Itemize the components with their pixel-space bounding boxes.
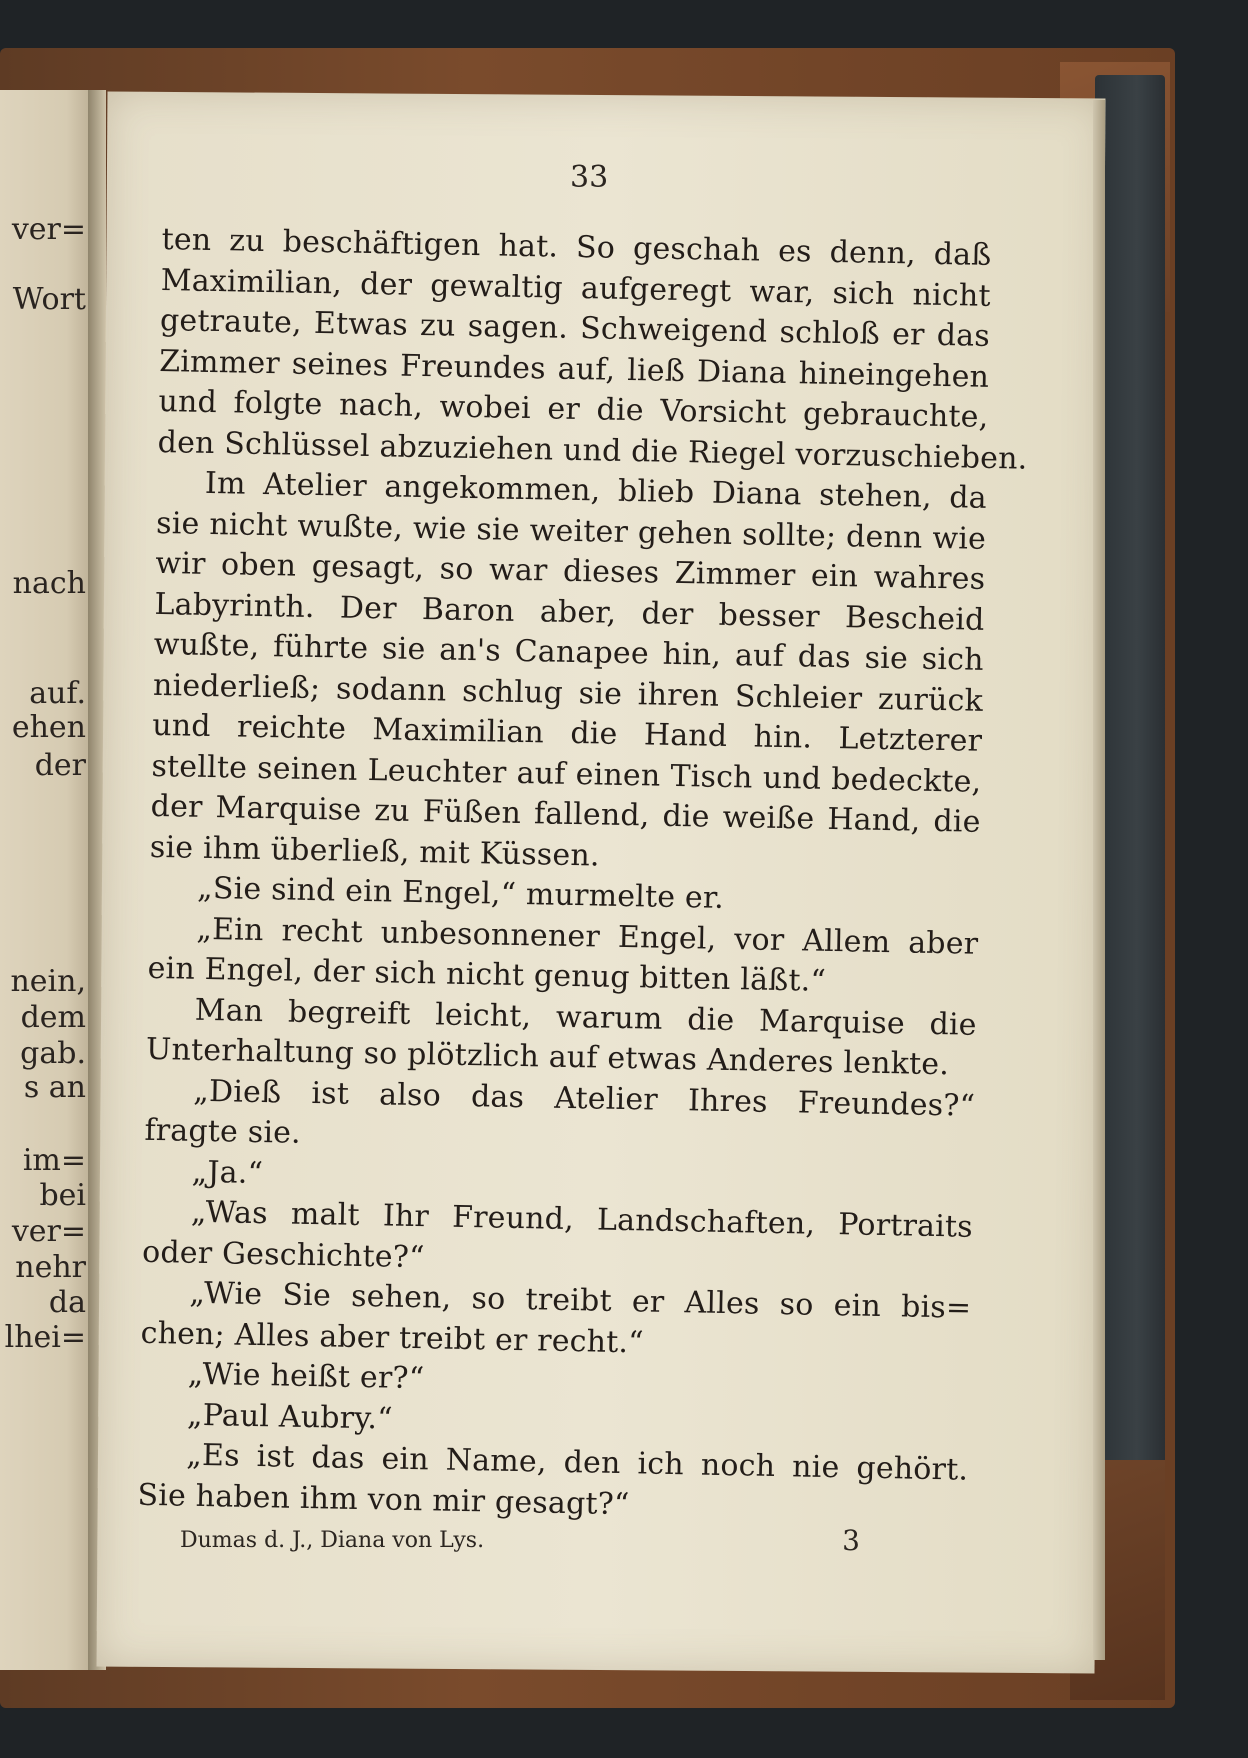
text-line: sie ihm überließ, mit Küssen. — [149, 829, 600, 874]
left-page-fragment: nein, — [10, 964, 86, 999]
text-line: Im Atelier angekommen, blieb Diana stehen, da — [204, 465, 988, 516]
text-line: oder Geschichte?“ — [141, 1234, 425, 1275]
signature-mark: 3 — [842, 1524, 860, 1557]
text-line: wir oben gesagt, so war dieses Zimmer ein wahres — [155, 545, 986, 597]
left-page-fragment: nach — [12, 566, 86, 601]
text-line: „Es ist das ein Name, den ich noch nie gehört. — [185, 1437, 969, 1488]
text-line: ten zu beschäftigen hat. So geschah es denn, daß — [161, 221, 992, 273]
page-footer — [180, 1524, 860, 1557]
text-line: Unterhaltung so plötzlich auf etwas Anderes lenkte. — [145, 1031, 950, 1083]
left-page-fragment: der — [34, 748, 86, 783]
left-page-fragment: gab. — [20, 1036, 86, 1071]
text-line: „Paul Aubry.“ — [186, 1397, 394, 1437]
left-page-fragment: s an — [23, 1070, 86, 1105]
left-page-fragment: dem — [20, 1000, 86, 1035]
text-line: und folgte nach, wobei er die Vorsicht gebrauchte, — [158, 383, 989, 435]
text-line: Sie haben ihm von mir gesagt?“ — [137, 1477, 630, 1522]
left-page-fragment: Wort — [12, 282, 86, 317]
text-line: der Marquise zu Füßen fallend, die weiße Hand, die — [150, 788, 981, 840]
left-page-fragment: lhei= — [4, 1320, 86, 1355]
left-page-fragment: auf. — [29, 676, 86, 711]
text-line: ein Engel, der sich nicht genug bitten läßt.“ — [147, 950, 827, 999]
text-line: „Wie Sie sehen, so treibt er Alles so ein bis= — [189, 1275, 972, 1326]
text-line: und reichte Maximilian die Hand hin. Letzterer — [151, 707, 983, 759]
text-line: den Schlüssel abzuziehen und die Riegel vorzuschieben. — [157, 424, 1028, 477]
text-line: „Ein recht unbesonnener Engel, vor Allem aber — [196, 911, 979, 962]
page-number: 33 — [570, 160, 609, 195]
text-line: sie nicht wußte, wie sie weiter gehen sollte; denn wie — [155, 505, 987, 557]
text-line: „Sie sind ein Engel,“ murmelte er. — [196, 870, 725, 916]
text-line: Man begreift leicht, warum die Marquise die — [194, 992, 978, 1043]
text-line: Labyrinth. Der Baron aber, der besser Bescheid — [154, 586, 985, 638]
text-line: fragte sie. — [144, 1112, 302, 1151]
text-line: getraute, Etwas zu sagen. Schweigend schloß er das — [159, 302, 991, 354]
left-page-fragment: ver= — [11, 1214, 86, 1249]
text-line: „Ja.“ — [191, 1154, 264, 1191]
page-text — [137, 220, 1028, 1532]
text-line: Maximilian, der gewaltig aufgeregt war, sich nicht — [160, 262, 992, 314]
text-line: chen; Alles aber treibt er recht.“ — [140, 1315, 645, 1360]
cover-board — [1095, 75, 1165, 1695]
left-page-fragment: nehr — [15, 1250, 86, 1285]
left-page-fragment: da — [48, 1285, 86, 1320]
left-page-fragment: bei — [39, 1178, 86, 1213]
text-line: „Was malt Ihr Freund, Landschaften, Portraits — [190, 1194, 974, 1245]
text-line: „Wie heißt er?“ — [187, 1356, 425, 1397]
text-line: stellte seinen Leuchter auf einen Tisch und bedeckte, — [151, 748, 982, 800]
text-line: Zimmer seines Freundes auf, ließ Diana hineingehen — [158, 343, 990, 395]
left-page-fragment: ver= — [11, 212, 86, 247]
previous-page-edge — [0, 90, 95, 1670]
left-page-fragment: im= — [22, 1143, 86, 1178]
text-line: niederließ; sodann schlug sie ihren Schleier zurück — [152, 667, 984, 719]
left-page-fragment: ehen — [11, 710, 86, 745]
text-line: wußte, führte sie an's Canapee hin, auf das sie sich — [153, 626, 985, 678]
page-edge — [1093, 100, 1105, 1660]
text-line: „Dieß ist also das Atelier Ihres Freundes?“ — [192, 1073, 976, 1124]
footer-title: Dumas d. J., Diana von Lys. — [180, 1528, 485, 1553]
